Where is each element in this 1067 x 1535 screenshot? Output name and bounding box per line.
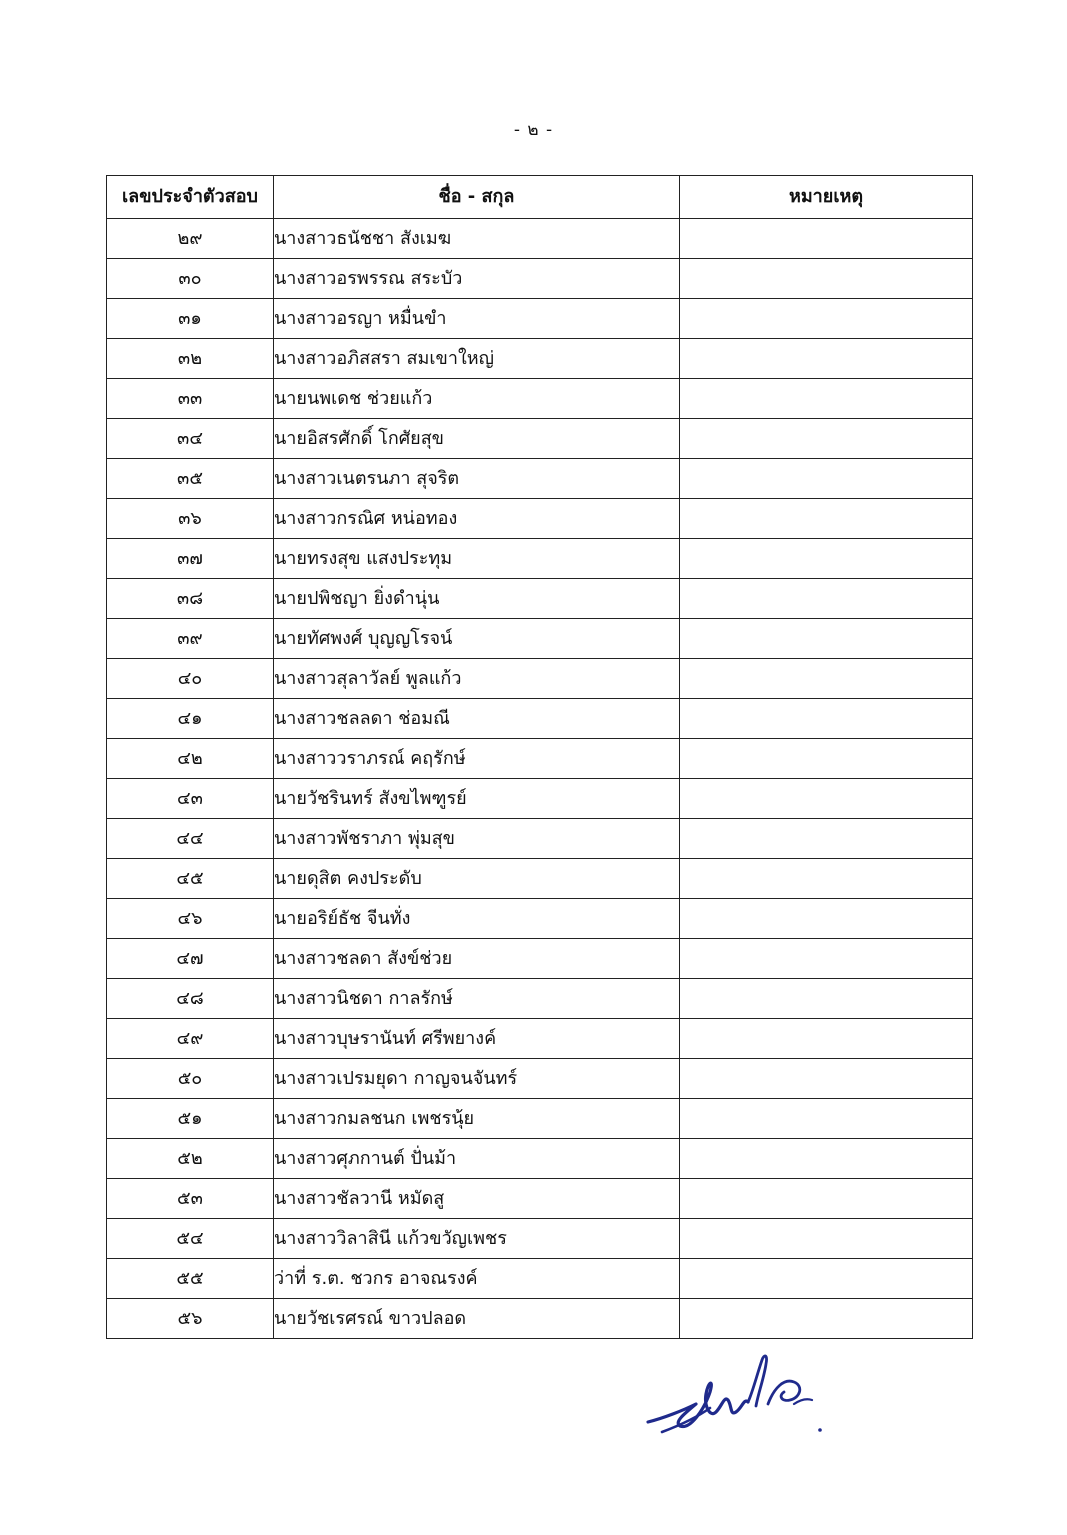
full-name-cell: นางสาวอรญา หมื่นขำ [274, 299, 680, 339]
remarks-cell [680, 659, 973, 699]
full-name-cell: นายนพเดช ช่วยแก้ว [274, 379, 680, 419]
header-remarks: หมายเหตุ [680, 176, 973, 219]
table-row [107, 339, 973, 379]
remarks-cell [680, 259, 973, 299]
full-name-cell: นายวัชเรศรณ์ ขาวปลอด [274, 1299, 680, 1339]
table-row [107, 379, 973, 419]
table-row [107, 619, 973, 659]
full-name-cell: นางสาวนิชดา กาลรักษ์ [274, 979, 680, 1019]
remarks-cell [680, 1099, 973, 1139]
remarks-cell [680, 899, 973, 939]
exam-id-cell: ๔๘ [107, 979, 274, 1019]
header-full-name: ชื่อ - สกุล [274, 176, 680, 219]
table-row [107, 779, 973, 819]
remarks-cell [680, 219, 973, 259]
table-row [107, 1059, 973, 1099]
table-row [107, 1219, 973, 1259]
full-name-cell: นายดุสิต คงประดับ [274, 859, 680, 899]
exam-id-cell: ๔๙ [107, 1019, 274, 1059]
table-row [107, 659, 973, 699]
exam-id-cell: ๔๖ [107, 899, 274, 939]
exam-id-cell: ๕๓ [107, 1179, 274, 1219]
table-row [107, 1099, 973, 1139]
exam-id-cell: ๓๔ [107, 419, 274, 459]
table-row [107, 1259, 973, 1299]
table-header-row [107, 176, 973, 219]
full-name-cell: นางสาวพัชราภา พุ่มสุข [274, 819, 680, 859]
full-name-cell: นางสาวอภิสสรา สมเขาใหญ่ [274, 339, 680, 379]
exam-id-cell: ๕๖ [107, 1299, 274, 1339]
remarks-cell [680, 1179, 973, 1219]
table-row [107, 819, 973, 859]
exam-id-cell: ๔๗ [107, 939, 274, 979]
table-row [107, 579, 973, 619]
full-name-cell: นายวัชรินทร์ สังขไพฑูรย์ [274, 779, 680, 819]
exam-id-cell: ๔๐ [107, 659, 274, 699]
exam-id-cell: ๕๒ [107, 1139, 274, 1179]
full-name-cell: นายปพิชญา ยิ่งดำนุ่น [274, 579, 680, 619]
remarks-cell [680, 579, 973, 619]
full-name-cell: นางสาวกมลชนก เพชรนุ้ย [274, 1099, 680, 1139]
table-row [107, 1019, 973, 1059]
full-name-cell: นางสาวเนตรนภา สุจริต [274, 459, 680, 499]
exam-id-cell: ๕๕ [107, 1259, 274, 1299]
table-row [107, 219, 973, 259]
full-name-cell: นายทรงสุข แสงประทุม [274, 539, 680, 579]
exam-id-cell: ๓๗ [107, 539, 274, 579]
page-number: - ๒ - [513, 120, 554, 140]
table-row [107, 939, 973, 979]
exam-id-cell: ๓๙ [107, 619, 274, 659]
header-exam-id: เลขประจำตัวสอบ [107, 176, 274, 219]
table-row [107, 1139, 973, 1179]
table-row [107, 299, 973, 339]
remarks-cell [680, 1219, 973, 1259]
remarks-cell [680, 859, 973, 899]
table-row [107, 899, 973, 939]
remarks-cell [680, 339, 973, 379]
exam-id-cell: ๔๓ [107, 779, 274, 819]
table-row [107, 1299, 973, 1339]
remarks-cell [680, 939, 973, 979]
full-name-cell: นางสาวกรณิศ หน่อทอง [274, 499, 680, 539]
table-row [107, 979, 973, 1019]
exam-id-cell: ๓๖ [107, 499, 274, 539]
remarks-cell [680, 979, 973, 1019]
remarks-cell [680, 1059, 973, 1099]
full-name-cell: นางสาวเปรมยุดา กาญจนจันทร์ [274, 1059, 680, 1099]
remarks-cell [680, 619, 973, 659]
full-name-cell: นางสาวธนัชชา สังเมฆ [274, 219, 680, 259]
remarks-cell [680, 299, 973, 339]
table-row [107, 499, 973, 539]
exam-id-cell: ๔๒ [107, 739, 274, 779]
exam-id-cell: ๓๘ [107, 579, 274, 619]
remarks-cell [680, 819, 973, 859]
remarks-cell [680, 739, 973, 779]
table-row [107, 539, 973, 579]
full-name-cell: นางสาววิลาสินี แก้วขวัญเพชร [274, 1219, 680, 1259]
remarks-cell [680, 459, 973, 499]
signature [644, 1348, 834, 1440]
exam-id-cell: ๓๐ [107, 259, 274, 299]
remarks-cell [680, 379, 973, 419]
full-name-cell: นางสาวชัลวานี หมัดสู [274, 1179, 680, 1219]
exam-id-cell: ๕๑ [107, 1099, 274, 1139]
remarks-cell [680, 419, 973, 459]
remarks-cell [680, 539, 973, 579]
remarks-cell [680, 499, 973, 539]
table-row [107, 419, 973, 459]
table-row [107, 1179, 973, 1219]
full-name-cell: นางสาวอรพรรณ สระบัว [274, 259, 680, 299]
table-row [107, 459, 973, 499]
exam-id-cell: ๒๙ [107, 219, 274, 259]
full-name-cell: นายอริย์ธัช จีนทั่ง [274, 899, 680, 939]
full-name-cell: นายอิสรศักดิ์ โกศัยสุข [274, 419, 680, 459]
remarks-cell [680, 1019, 973, 1059]
exam-id-cell: ๓๕ [107, 459, 274, 499]
remarks-cell [680, 1259, 973, 1299]
exam-id-cell: ๓๓ [107, 379, 274, 419]
table-row [107, 699, 973, 739]
exam-id-cell: ๕๔ [107, 1219, 274, 1259]
remarks-cell [680, 779, 973, 819]
full-name-cell: นางสาวชลลดา ช่อมณี [274, 699, 680, 739]
exam-id-cell: ๔๑ [107, 699, 274, 739]
full-name-cell: นางสาวบุษรานันท์ ศรีพยางค์ [274, 1019, 680, 1059]
remarks-cell [680, 1299, 973, 1339]
full-name-cell: นางสาววราภรณ์ คฤรักษ์ [274, 739, 680, 779]
exam-id-cell: ๓๑ [107, 299, 274, 339]
table-body [107, 219, 973, 1339]
table-row [107, 859, 973, 899]
exam-id-cell: ๔๔ [107, 819, 274, 859]
remarks-cell [680, 699, 973, 739]
exam-id-cell: ๔๕ [107, 859, 274, 899]
remarks-cell [680, 1139, 973, 1179]
table-row [107, 259, 973, 299]
exam-candidate-table [106, 175, 973, 1339]
exam-id-cell: ๕๐ [107, 1059, 274, 1099]
full-name-cell: ว่าที่ ร.ต. ชวกร อาจณรงค์ [274, 1259, 680, 1299]
full-name-cell: นางสาวชลดา สังข์ช่วย [274, 939, 680, 979]
exam-id-cell: ๓๒ [107, 339, 274, 379]
full-name-cell: นายทัศพงศ์ บุญญโรจน์ [274, 619, 680, 659]
full-name-cell: นางสาวศุภกานต์ ปั่นม้า [274, 1139, 680, 1179]
full-name-cell: นางสาวสุลาวัลย์ พูลแก้ว [274, 659, 680, 699]
table-row [107, 739, 973, 779]
